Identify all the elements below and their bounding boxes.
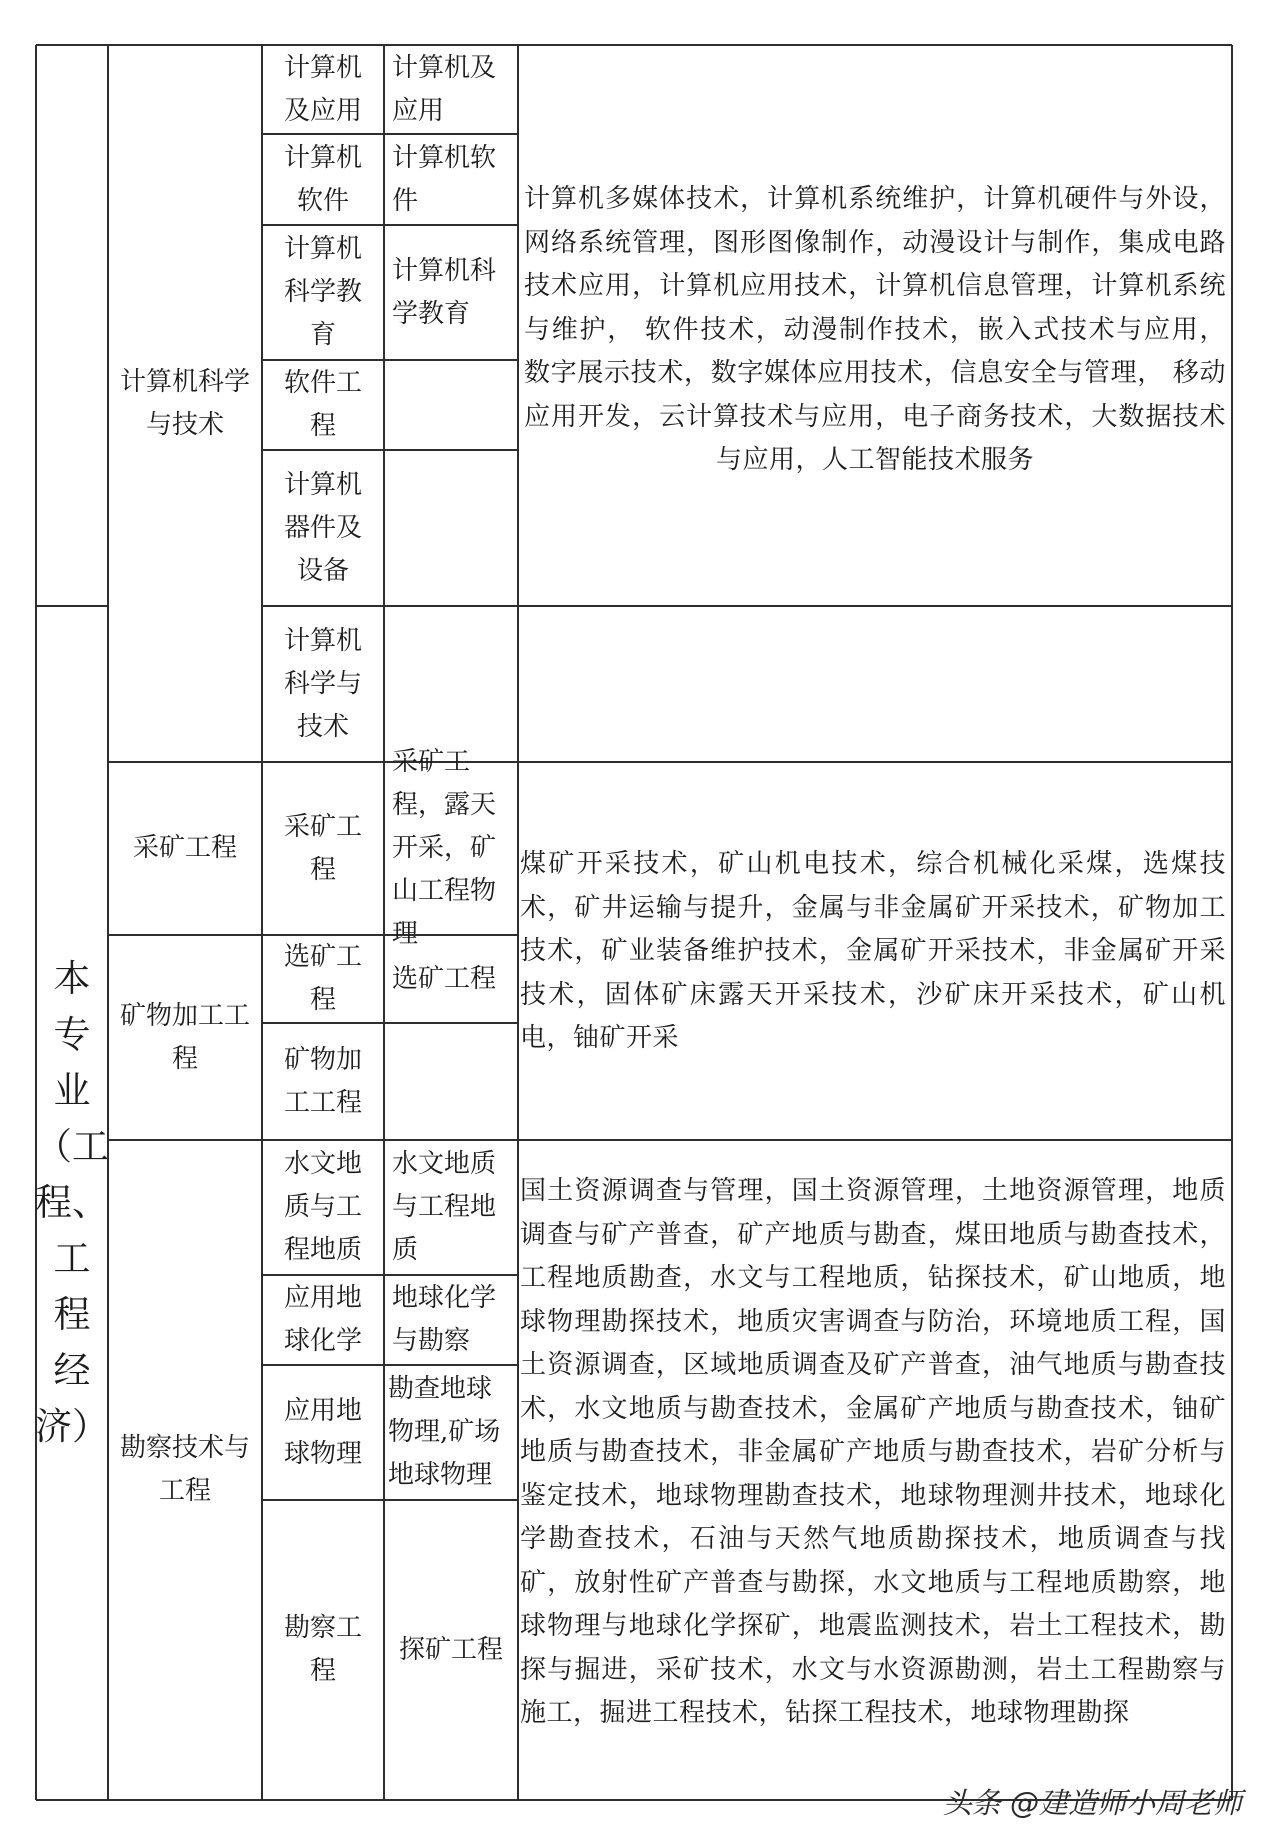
major-alt-cell: 选矿工程 <box>392 963 497 994</box>
major-alt-cell: 计算机软件 <box>392 142 497 216</box>
major-old-cell: 应用地球物理 <box>283 1395 362 1469</box>
column-a-char: 本 <box>53 957 91 1000</box>
major-old-cell: 计算机及应用 <box>283 52 362 126</box>
major-old-cell: 应用地球化学 <box>283 1283 362 1356</box>
major-old-cell: 勘察工程 <box>283 1613 362 1686</box>
category-cell: 勘察技术与工程 <box>119 1433 250 1506</box>
category-cell: 计算机科学与技术 <box>120 366 251 440</box>
major-alt-cell: 水文地质与工程地质 <box>392 1149 497 1265</box>
related-majors-text: 煤矿开采技术，矿山机电技术，综合机械化采煤，选煤技术，矿井运输与提升，金属与非金属矿开采技术，矿物加工技术，矿业装备维护技术，金属矿开采技术，非金属矿开采技术，固体矿床露天开采技术，沙矿床开采技术，矿山机电，铀矿开采 <box>520 849 1226 1053</box>
major-old-cell: 计算机科学与技术 <box>283 625 362 742</box>
major-alt-cell <box>384 1023 518 1140</box>
major-old-cell: 矿物加工工程 <box>283 1044 362 1118</box>
major-alt-cell: 探矿工程 <box>398 1634 503 1665</box>
category-cell: 矿物加工工程 <box>119 1000 250 1074</box>
major-old-cell: 软件工程 <box>283 368 362 441</box>
column-a-label <box>36 606 108 1800</box>
major-alt-cell <box>384 450 518 606</box>
major-alt-cell: 地球化学与勘察 <box>392 1283 497 1356</box>
major-alt-cell <box>384 360 518 450</box>
column-a-char: 程、 <box>35 1181 109 1224</box>
column-a-char: 经 <box>53 1349 91 1392</box>
column-a-char: 程 <box>53 1293 91 1336</box>
major-old-cell: 计算机科学教育 <box>283 234 362 350</box>
category-cell: 采矿工程 <box>132 833 237 863</box>
major-old-cell: 计算机软件 <box>283 142 362 216</box>
major-old-cell: 选矿工程 <box>283 942 362 1015</box>
major-alt-cell: 计算机及应用 <box>392 52 497 126</box>
column-a-char: 专 <box>53 1013 91 1056</box>
major-old-cell: 水文地质与工程地质 <box>283 1149 362 1265</box>
major-old-cell: 计算机器件及设备 <box>283 469 362 586</box>
major-old-cell: 采矿工程 <box>283 811 362 885</box>
major-alt-cell: 勘查地球物理,矿场地球物理 <box>388 1374 501 1490</box>
column-a-char: 业 <box>53 1069 91 1112</box>
major-alt-cell <box>384 606 518 762</box>
related-majors-text: 计算机多媒体技术，计算机系统维护，计算机硬件与外设，网络系统管理，图形图像制作，动漫设计与制作，集成电路技术应用，计算机应用技术，计算机信息管理，计算机系统与维护， 软件技术，动漫制作技术，嵌入式技术与应用， 数字展示技术，数字媒体应用技术，信息安全与管理， 移动应用开发，云计算技术与应用，电子商务技术，大数据技术与应用，人工智能技术服务 <box>524 184 1226 475</box>
column-a-char: 工 <box>53 1237 91 1280</box>
watermark: 头条 @建造师小周老师 <box>942 1786 1242 1820</box>
column-a-char: 济） <box>35 1405 109 1448</box>
related-majors-text: 国土资源调查与管理，国土资源管理，土地资源管理，地质调查与矿产普查，矿产地质与勘查，煤田地质与勘查技术，工程地质勘查，水文与工程地质，钻探技术，矿山地质，地球物理勘探技术，地质灾害调查与防治，环境地质工程，国土资源调查，区域地质调查及矿产普查，油气地质与勘查技术，水文地质与勘查技术，金属矿产地质与勘查技术，铀矿地质与勘查技术，非金属矿产地质与勘查技术，岩矿分析与鉴定技术，地球物理勘查技术，地球物理测井技术，地球化学勘查技术，石油与天然气地质勘探技术，地质调查与找矿，放射性矿产普查与勘探，水文地质与工程地质勘察，地球物理与地球化学探矿，地震监测技术，岩土工程技术，勘探与掘进，采矿技术，水文与水资源勘测，岩土工程勘察与施工，掘进工程技术，钻探工程技术，地球物理勘探 <box>520 1176 1226 1728</box>
major-alt-cell: 计算机科学教育 <box>392 255 497 329</box>
major-alt-cell: 采矿工程，露天开采，矿山工程物理 <box>392 747 497 949</box>
column-a-char: （工 <box>35 1125 109 1168</box>
